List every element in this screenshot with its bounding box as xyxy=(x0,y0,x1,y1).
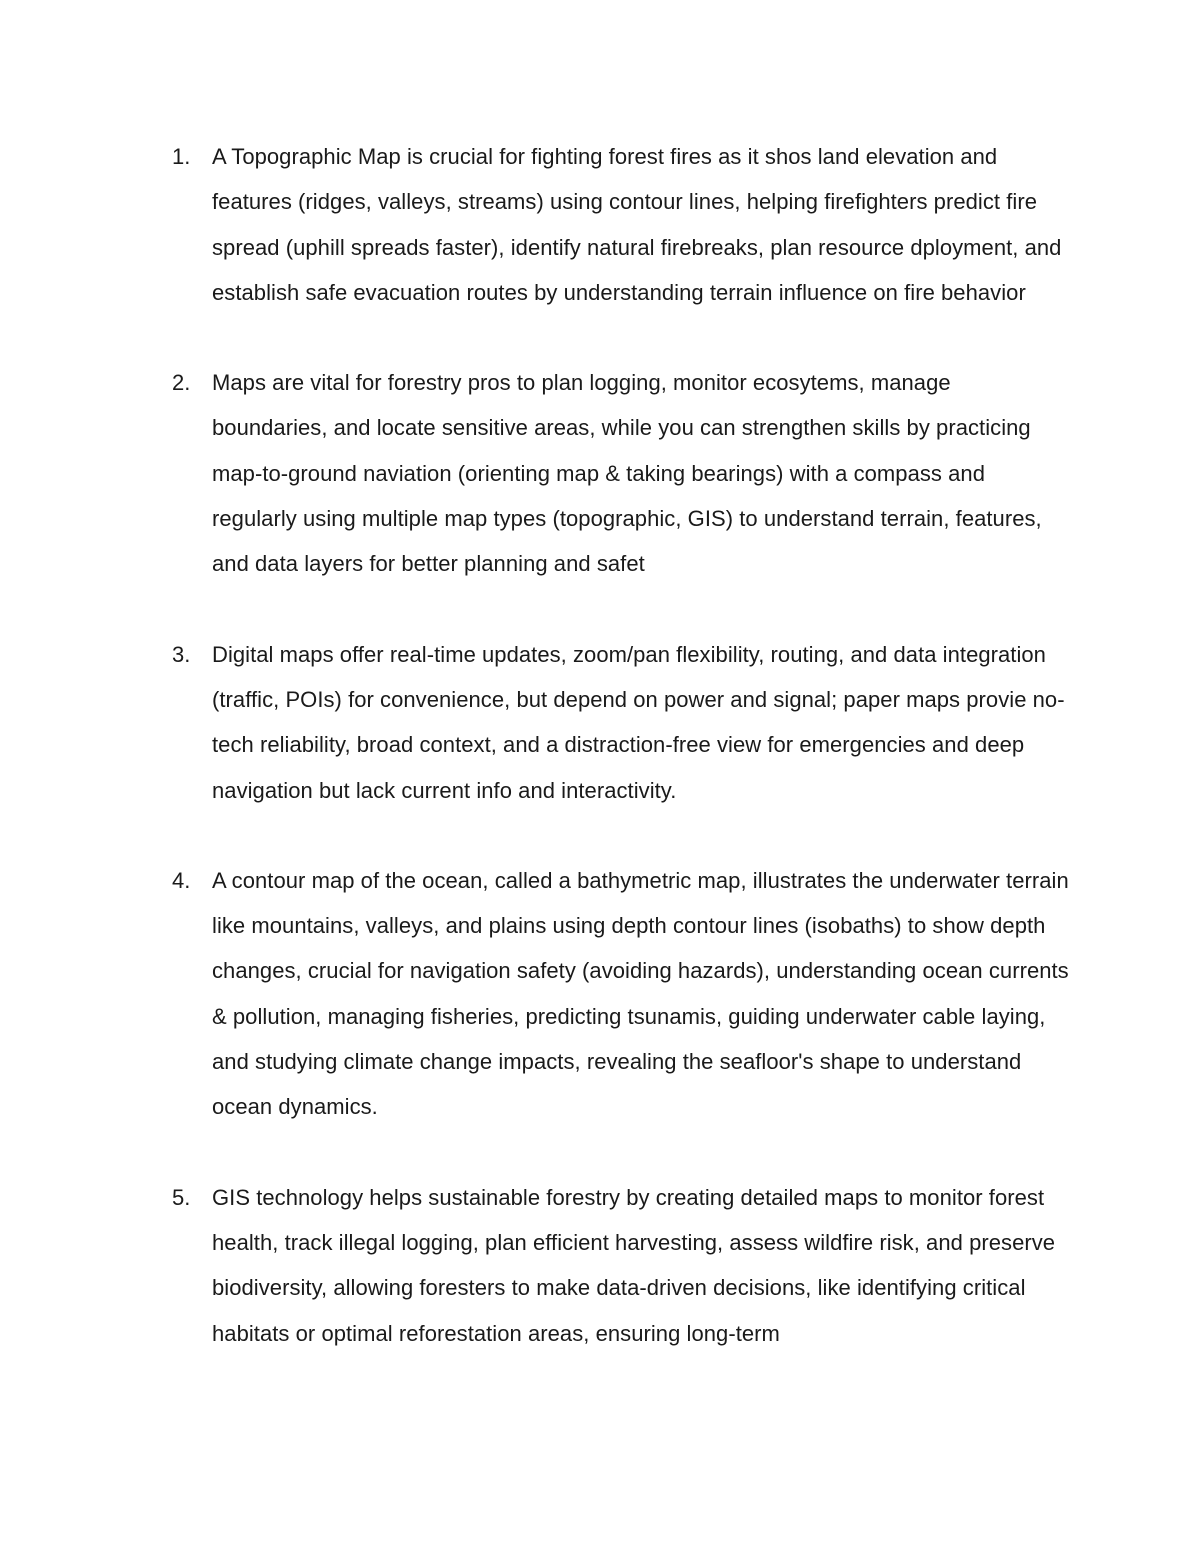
list-item-text: A contour map of the ocean, called a bathymetric map, illustrates the underwater terrain like mountains, valleys, and plains using depth contour lines (isobaths) to show depth changes, crucial for navigation safety (avoiding hazards), understanding ocean currents & pollution, managing fisheries, predicting tsunamis, guiding underwater cable laying, and studying climate change impacts, revealing the seafloor's shape to understand ocean dynamics. xyxy=(212,867,1069,1120)
list-item xyxy=(172,632,1072,813)
list-item xyxy=(172,1175,1072,1356)
list-item-text: GIS technology helps sustainable forestry by creating detailed maps to monitor forest health, track illegal logging, plan efficient harvesting, assess wildfire risk, and preserve biodiversity, allowing foresters to make data-driven decisions, like identifying critical habitats or optimal reforestation areas, ensuring long-term xyxy=(212,1184,1056,1346)
list-item-number: 2. xyxy=(172,370,191,396)
list-item-number: 1. xyxy=(172,144,191,169)
list-item xyxy=(172,360,1072,586)
list-item-text: Maps are vital for forestry pros to plan logging, monitor ecosytems, manage boundaries, and locate sensitive areas, while you can strengthen skills by practicing map-to-ground naviation (orienting map & taking bearings) with a compass and regularly using multiple map types (topographic, GIS) to understand terrain, features, and data layers for better planning and safet xyxy=(212,370,1042,577)
list-item-number: 4. xyxy=(172,867,191,893)
numbered-list xyxy=(172,134,1072,1401)
list-item xyxy=(172,858,1072,1130)
list-item-text: A Topographic Map is crucial for fighting forest fires as it shos land elevation and features (ridges, valleys, streams) using contour lines, helping firefighters predict fire spread (uphill spreads faster), identify natural firebreaks, plan resource dployment, and establish safe evacuation routes by understanding terrain influence on fire behavior xyxy=(212,144,1062,305)
list-item-number: 5. xyxy=(172,1184,191,1210)
list-item xyxy=(172,134,1072,315)
list-item-number: 3. xyxy=(172,641,191,667)
list-item-text: Digital maps offer real-time updates, zoom/pan flexibility, routing, and data integration (traffic, POIs) for convenience, but depend on power and signal; paper maps provie no-tech reliability, broad context, and a distraction-free view for emergencies and deep navigation but lack current info and interactivity. xyxy=(212,641,1065,803)
